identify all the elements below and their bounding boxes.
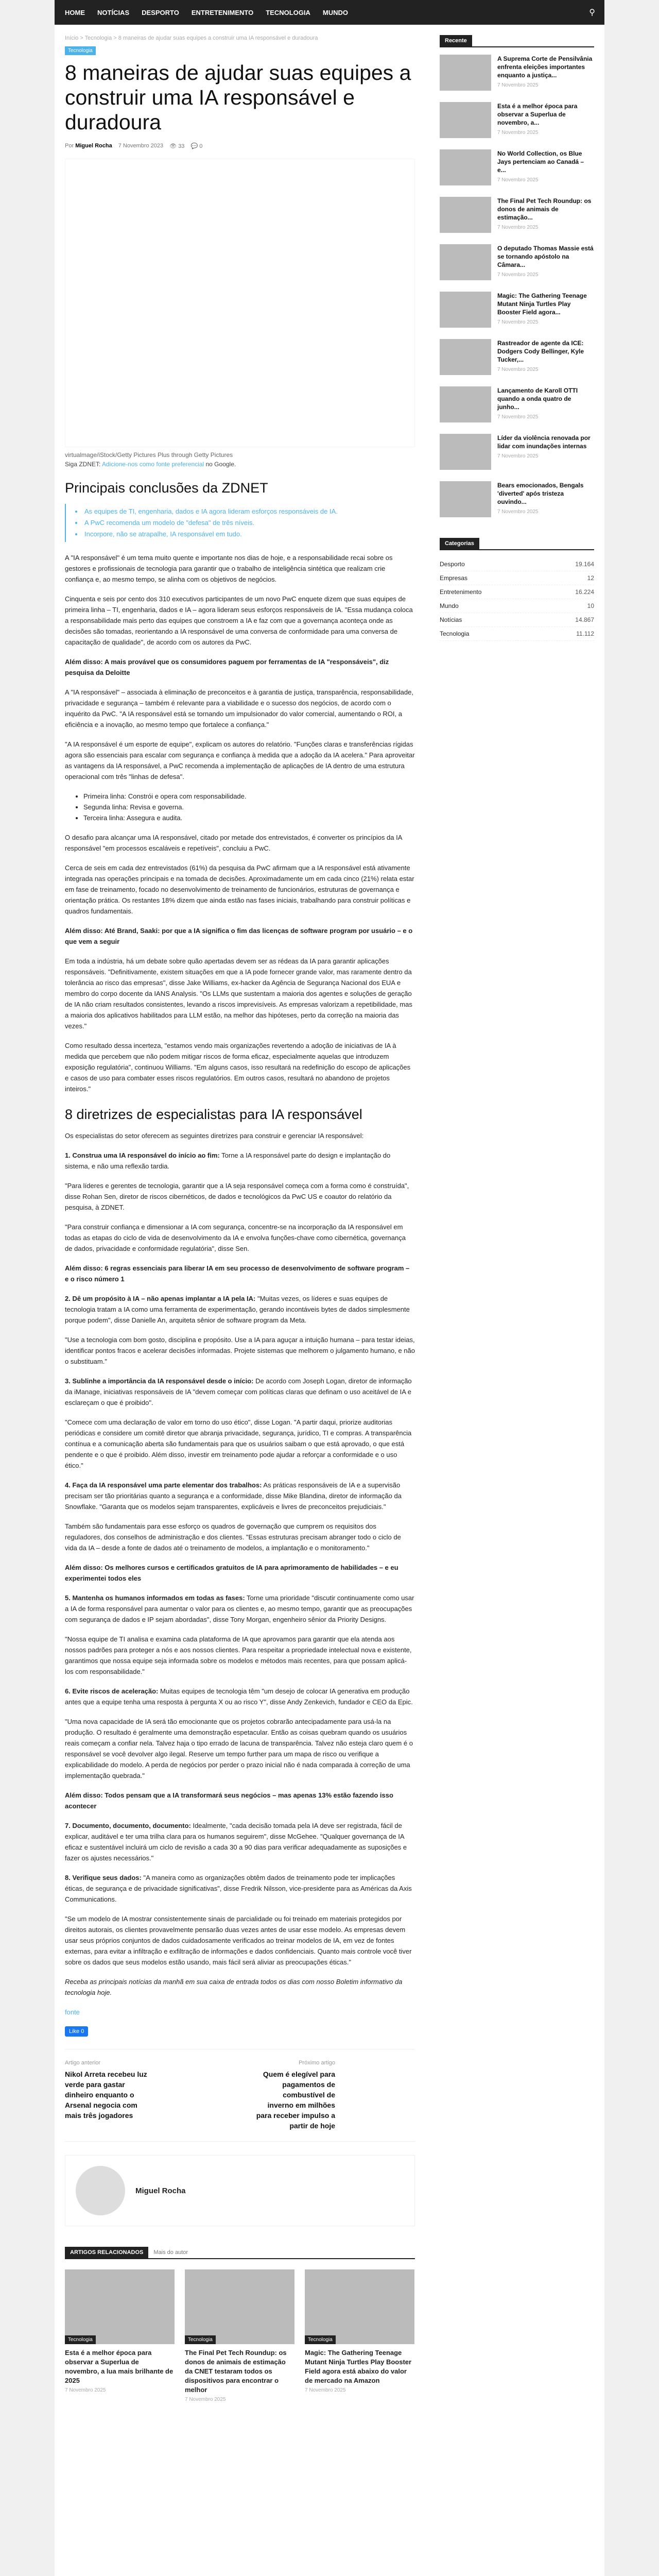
recent-item[interactable] [440,481,594,517]
related-link[interactable]: Além disso: Até Brand, Saaki: por que a IA significa o fim das licenças de software program por usuário – e o que vem a seguir [65,927,413,945]
follow-label: Siga ZDNET: [65,461,101,468]
recent-thumbnail[interactable] [440,102,491,138]
guideline-paragraph [65,1263,415,1284]
list-item: • Terceira linha: Assegura e audita. [83,812,415,823]
recent-item[interactable] [440,102,594,138]
main-nav [55,0,604,25]
more-from-author[interactable]: Mais do autor [153,2249,188,2256]
recent-item[interactable] [440,386,594,422]
prev-title[interactable]: Nikol Arreta recebeu luz verde para gastar dinheiro enquanto o Arsenal negocia com mais três jogadores [65,2070,147,2120]
newsletter-paragraph: Receba as principais notícias da manhã em sua caixa de entrada todos os dias com nosso Boletim informativo da tecnologia hoje. [65,1978,403,1996]
guideline-text: "Para construir confiança e dimensionar a IA com segurança, concentre-se na incorporação da IA responsável em todas as etapas do ciclo de vida de desenvolvimento da IA e envolva funções-chave como cibernética, governança de dados, privacidade e conformidade regulatória", disse Sen. [65,1223,406,1252]
guideline-heading: 8. Verifique seus dados: [65,1874,142,1882]
recent-thumbnail[interactable] [440,339,491,375]
guideline-paragraph [65,1872,415,1905]
paragraph: Os especialistas do setor oferecem as seguintes diretrizes para construir e gerenciar IA responsável: [65,1132,364,1140]
recent-date: 7 Novembro 2025 [497,453,539,459]
post-navigation [65,2049,415,2142]
guideline-text: Torne a IA responsável parte do design e implantação do sistema, e não uma reflexão tardia. [65,1151,391,1170]
list-item: • As equipes de TI, engenharia, dados e IA agora lideram esforços responsáveis de IA. [75,506,415,517]
recent-date: 7 Novembro 2025 [497,177,539,183]
guideline-text: Muitas equipes de tecnologia têm "um desejo de colocar IA generativa em produção antes que a equipe tenha uma resposta à pergunta X ou ao risco Y", disse Andy Zenkevich, fundador e CEO da Epic. [65,1687,413,1706]
comments-count[interactable]: 💬 0 [190,143,203,149]
nav-desporto[interactable]: DESPORTO [142,8,179,16]
recent-title-text[interactable]: Líder da violência renovada por lidar com inundações internas [497,434,591,450]
prev-label: Artigo anterior [65,2060,101,2066]
related-card-date: 7 Novembro 2025 [65,2387,106,2393]
recent-date: 7 Novembro 2025 [497,367,539,372]
category-count: 11.112 [576,630,594,637]
conclusions-title: Principais conclusões da ZDNET [65,480,268,496]
guideline-paragraph [65,1686,415,1707]
category-count: 16.224 [575,588,594,596]
categories-widget [440,538,594,641]
guideline-text: "Nossa equipe de TI analisa e examina cada plataforma de IA que aprovamos para garantir que ela atenda aos nossos padrões para proteger a nós e aos nossos clientes. Para respeitar a propriedade intelectual nova e existente, garantimos que nossa equipe seja informada sobre os modelos e métodos mais recentes, para que possam aplicá-los com responsabilidade." [65,1635,412,1675]
recent-thumbnail[interactable] [440,481,491,517]
guideline-paragraph [65,1222,415,1254]
guideline-heading[interactable]: Além disso: Todos pensam que a IA transformará seus negócios – mas apenas 13% estão fazendo isso acontecer [65,1791,393,1810]
recent-title-text[interactable]: Esta é a melhor época para observar a Superlua de novembro, a... [497,103,578,126]
category-item[interactable] [440,613,594,627]
guideline-paragraph [65,1376,415,1408]
category-name[interactable]: Desporto [440,561,465,568]
recent-date: 7 Novembro 2025 [497,82,539,88]
guideline-text: Torne uma prioridade "discutir continuamente como usar a IA de forma responsável para aumentar o valor para os clientes e, ao mesmo tempo, garantir que as preocupações com segurança de dados e IP sejam abordadas", disse Tony Morgan, engenheiro sênior da Priority Designs. [65,1594,414,1623]
paragraph: Cerca de seis em cada dez entrevistados (61%) da pesquisa da PwC afirmam que a IA responsável está ativamente integrada nas operações principais e na tomada de decisões. Aproximadamente um em cada cinco (21%) relata estar em fase de treinamento, focado no desenvolvimento de treinamento de funcionários, estruturas de governança e orientação prática. Os restantes 18% dizem que ainda estão nas fases iniciais, trabalhando para construir políticas e quadros fundamentais. [65,864,414,915]
follow-end: no Google. [205,461,236,468]
nav-entretenimento[interactable]: ENTRETENIMENTO [191,8,254,16]
guidelines-list [65,1150,415,1968]
category-item[interactable] [440,571,594,585]
related-thumbnail[interactable]: Tecnologia [185,2269,294,2344]
categories-title: Categorias [440,538,479,549]
list-item: • Segunda linha: Revisa e governa. [83,802,415,812]
guideline-text: "A maneira como as organizações obtêm dados de treinamento pode ter implicações éticas, de segurança e de privacidade significativas", disse Fredrik Nilsson, vice-presidente para as Américas da Axis Communications. [65,1874,412,1903]
related-card-date: 7 Novembro 2025 [185,2397,226,2402]
recent-header [440,35,594,47]
guideline-text: Também são fundamentais para esse esforço os quadros de governação que cumprem os requisitos dos reguladores, dos conselhos de administração e dos clientes. "Essas estruturas precisam abranger todo o ciclo de vida da IA – desde a fonte de dados até o treinamento de modelos, a implantação e o monitoramento." [65,1522,401,1552]
category-item[interactable] [440,557,594,571]
category-count: 10 [587,602,594,609]
recent-title-text[interactable]: The Final Pet Tech Roundup: os donos de animais de estimação... [497,197,592,221]
recent-item[interactable] [440,55,594,91]
recent-item[interactable] [440,197,594,233]
recent-title-text[interactable]: Bears emocionados, Bengals 'diverted' após tristeza ouvindo... [497,482,584,505]
category-name[interactable]: Entretenimento [440,588,482,596]
guideline-paragraph [65,1293,415,1326]
guideline-text: "Se um modelo de IA mostrar consistentemente sinais de parcialidade ou foi treinado em materiais protegidos por direitos autorais, os clientes provavelmente pensarão duas vezes antes de usar esse modelo. As empresas devem usar seus próprios conjuntos de dados cuidadosamente verificados ao treinar modelos de IA, em vez de fontes externas, para evitar a infiltração e exfiltração de informações e dados confidenciais. Quanto mais controle você tiver sobre os dados que seus modelos estão usando, mais fácil será aliviar as preocupações éticas." [65,1915,412,1966]
guideline-heading: 5. Mantenha os humanos informados em todas as fases: [65,1594,245,1602]
article-meta [65,143,415,149]
image-caption: virtualmage/iStock/Getty Pictures Plus through Getty Pictures [65,451,233,459]
nav-home[interactable]: HOME [65,8,85,16]
guideline-heading: 7. Documento, documento, documento: [65,1822,191,1829]
guideline-paragraph [65,1634,415,1677]
guideline-text: As práticas responsáveis de IA e a supervisão precisam ser tão prioritárias quanto a segurança e a conformidade, disse Mike Blandina, diretor de informação da Snowflake. "Garanta que os modelos sejam transparentes, explicáveis e livres de preconceitos prejudiciais." [65,1481,402,1511]
paragraph: "A IA responsável é um esporte de equipe", explicam os autores do relatório. "Funções claras e transferências rígidas agora são essenciais para escalar com segurança e confiança à medida que a adoção da IA acelera." Para aproveitar as vantagens da IA responsável, a PwC recomenda a implementação de aplicações de IA dentro de uma estrutura operacional com três "linhas de defesa". [65,740,415,781]
guideline-text: "Para líderes e gerentes de tecnologia, garantir que a IA seja responsável começa com a forma como é construída", disse Rohan Sen, diretor de riscos cibernéticos, de dados e tecnológicos da PwC US e coautor do relatório da pesquisa, à ZDNET. [65,1182,409,1211]
recent-item[interactable] [440,149,594,185]
category-item[interactable] [440,627,594,641]
guideline-paragraph [65,1180,415,1213]
categories-list [440,557,594,641]
guideline-heading: 3. Sublinhe a importância da IA responsável desde o início: [65,1377,254,1385]
guideline-paragraph [65,1562,415,1584]
recent-thumbnail[interactable] [440,149,491,185]
list-item: • Incorpore, não se atrapalhe, IA responsável em tudo. [75,529,415,540]
related-card[interactable] [185,2269,294,2402]
guideline-heading: 4. Faça da IA responsável uma parte elementar dos trabalhos: [65,1481,262,1489]
guideline-heading: 2. Dê um propósito à IA – não apenas implantar a IA pela IA: [65,1295,256,1302]
recent-thumbnail[interactable] [440,244,491,280]
recent-date: 7 Novembro 2025 [497,225,539,230]
recent-title-text[interactable]: No World Collection, os Blue Jays pertenciam ao Canadá – e... [497,150,584,174]
category-count: 12 [587,574,594,582]
sidebar [440,35,594,2433]
avatar [76,2166,125,2215]
paragraph: A "IA responsável" é um tema muito quente e importante nos dias de hoje, e a responsabilidade recai sobre os gestores e profissionais de tecnologia para garantir que o trabalho de inteligência sintética que realizam crie confiança e, ao mesmo tempo, se alinha com os objetivos de negócios. [65,554,393,583]
recent-title-text[interactable]: A Suprema Corte de Pensilvânia enfrenta eleições importantes enquanto a justiça... [497,55,593,79]
guideline-text: De acordo com Joseph Logan, diretor de informação da iManage, iniciativas responsáveis de IA "devem começar com políticas claras que definam o uso aceitável de IA e esclareçam o que é proibido". [65,1377,412,1406]
recent-title-text[interactable]: O deputado Thomas Massie está se tornando apóstolo na Câmara... [497,245,594,268]
hero-image [65,159,415,447]
related-card-title[interactable]: Magic: The Gathering Teenage Mutant Ninja Turtles Play Booster Field agora está abaixo do valor de mercado na Amazon [305,2349,412,2384]
recent-thumbnail[interactable] [440,197,491,233]
category-name[interactable]: Empresas [440,574,468,582]
recent-date: 7 Novembro 2025 [497,414,539,420]
views-count: 👁 33 [169,143,185,149]
recent-title: Recente [440,35,472,46]
guideline-paragraph [65,1334,415,1367]
guideline-heading[interactable]: Além disso: 6 regras essenciais para liberar IA em seu processo de desenvolvimento de software program – e o risco número 1 [65,1264,410,1283]
paragraph: A "IA responsável" – associada à eliminação de preconceitos e à garantia de justiça, transparência, responsabilidade, privacidade e segurança – também é relevante para a viabilidade e o sucesso dos negócios, de acordo com o inquérito da PwC. "A IA responsável está se tornando um impulsionador do valor comercial, aumentando o ROI, a eficiência e a inovação, ao mesmo tempo que fortalece a confiança." [65,688,413,728]
guideline-paragraph [65,1592,415,1625]
paragraph: Como resultado dessa incerteza, "estamos vendo mais organizações revertendo a adoção de iniciativas de IA à medida que percebem que não podem mitigar riscos de forma eficaz, especialmente aquelas que introduzem exposição regulatória", continuou Williams. "Em alguns casos, isso resultará na redefinição do escopo de aplicações e casos de uso para combater esses riscos regulatórios. Em outros casos, resultará no abandono de projetos inteiros." [65,1042,411,1093]
like-button[interactable]: Like 0 [65,2026,88,2037]
related-card[interactable] [305,2269,414,2402]
recent-date: 7 Novembro 2025 [497,130,539,135]
related-card-title[interactable]: Esta é a melhor época para observar a Superlua de novembro, a lua mais brilhante de 2025 [65,2349,174,2384]
list-item: • Primeira linha: Constrói e opera com responsabilidade. [83,791,415,802]
page [55,0,604,2576]
article [65,35,415,2433]
author-box-name[interactable]: Miguel Rocha [135,2186,186,2195]
related-link[interactable]: Além disso: A mais provável que os consumidores paguem por ferramentas de IA "responsáveis", diz pesquisa da Deloitte [65,658,389,676]
guideline-text: "Use a tecnologia com bom gosto, disciplina e propósito. Use a IA para aguçar a intuição humana – para testar ideias, identificar pontos fracos e acelerar decisões informadas. Projete sistemas que melhorem o julgamento humano, e não o substituam." [65,1336,415,1365]
category-count: 19.164 [575,561,594,568]
guideline-heading: 6. Evite riscos de aceleração: [65,1687,159,1695]
conclusions-list [65,504,415,542]
guideline-paragraph [65,1790,415,1811]
recent-thumbnail[interactable] [440,386,491,422]
category-name[interactable]: Tecnologia [440,630,470,637]
related-list [65,2269,415,2402]
guideline-paragraph [65,1913,415,1968]
recent-date: 7 Novembro 2025 [497,509,539,515]
guideline-paragraph [65,1716,415,1781]
category-item[interactable] [440,585,594,599]
recent-item[interactable] [440,244,594,280]
guideline-paragraph [65,1820,415,1863]
guideline-text: "Uma nova capacidade de IA será tão emocionante que os projetos cobrarão antecipadamente para usá-la na produção. O resultado é geralmente uma demonstração espetacular. Então as coisas quebram quando os usuários reais começam a confiar nela. Talvez haja o tipo errado de lacuna de transparência. Talvez não esteja claro quem é o responsável se você devolver algo ilegal. Reserve um tempo further para um mapa de risco ou verifique a explicabilidade do modelo. A perda de negócios por perder o prazo inicial não é nada comparada à correção de uma implementação quebrada." [65,1718,413,1780]
defense-lines-list [83,791,415,823]
next-post[interactable] [240,2060,415,2131]
related-card-date: 7 Novembro 2025 [305,2387,346,2393]
related-card[interactable] [65,2269,175,2402]
article-title: 8 maneiras de ajudar suas equipes a construir uma IA responsável e duradoura [65,61,411,134]
recent-thumbnail[interactable] [440,292,491,328]
source-link[interactable]: fonte [65,2008,80,2016]
related-card-title[interactable]: The Final Pet Tech Roundup: os donos de animais de estimação da CNET testaram todos os dispositivos para encontrar o melhor [185,2349,287,2394]
paragraph: Cinquenta e seis por cento dos 310 executivos participantes de um novo PwC enquete dizem que suas equipes de primeira linha – TI, engenharia, dados e IA – agora lideram seus esforços responsáveis de IA. "Essa mudança coloca a responsabilidade mais perto das equipes que constroem a IA e faz com que a governança aconteça onde as decisões são tomadas, reorientando a IA responsável de uma conversa de conformidade para uma conversa de capacitação de qualidade", de acordo com os autores da PwC. [65,595,413,646]
recent-item[interactable] [440,434,594,470]
guideline-text: Idealmente, "cada decisão tomada pela IA deve ser registrada, fácil de explicar, auditável e ter uma trilha clara para os humanos seguirem", disse McGehee. "Qualquer governança de IA eficaz e sustentável incluirá um ciclo de revisão a cada 30 a 90 dias para verificar adequadamente as suposições e fazer os ajustes necessários." [65,1822,407,1862]
recent-title-text[interactable]: Lançamento de Karoll OTTI quando a onda quatro de junho... [497,387,578,411]
search-icon[interactable]: ⚲ [589,8,595,17]
recent-title-text[interactable]: Rastreador de agente da ICE: Dodgers Cody Bellinger, Kyle Tucker,... [497,340,584,363]
recent-date: 7 Novembro 2025 [497,319,539,325]
author-box [65,2155,415,2226]
recent-item[interactable] [440,292,594,328]
author-name[interactable]: Miguel Rocha [75,143,112,149]
breadcrumb: Início > Tecnologia > 8 maneiras de ajudar suas equipes a construir uma IA responsável e duradoura [65,35,318,41]
guideline-heading: 1. Construa uma IA responsável do início ao fim: [65,1151,220,1159]
recent-date: 7 Novembro 2025 [497,272,539,278]
author-line: Por Miguel Rocha [65,143,112,149]
nav-tecnologia[interactable]: TECNOLOGIA [266,8,310,16]
nav-noticias[interactable]: NOTÍCIAS [97,8,130,16]
recent-title-text[interactable]: Magic: The Gathering Teenage Mutant Ninja Turtles Play Booster Field agora... [497,292,587,316]
guideline-paragraph [65,1150,415,1172]
article-date: 7 Novembro 2023 [118,143,164,149]
next-label: Próximo artigo [299,2060,335,2066]
category-name[interactable]: Notícias [440,616,462,623]
follow-line [65,461,415,468]
recent-thumbnail[interactable] [440,55,491,91]
prev-post[interactable] [65,2060,240,2131]
category-badge[interactable]: Tecnologia [65,46,96,55]
recent-item[interactable] [440,339,594,375]
category-count: 14.867 [575,616,594,623]
guideline-paragraph [65,1480,415,1512]
related-thumbnail[interactable]: Tecnologia [305,2269,414,2344]
guideline-paragraph [65,1521,415,1553]
guideline-paragraph [65,1417,415,1471]
share-bar [65,2026,415,2037]
guideline-text: "Muitas vezes, os líderes e suas equipes de tecnologia tratam a IA como uma ferramenta de experimentação, gerando incontáveis bytes de dados simplesmente porque podem", disse Danielle An, arquiteta sênior de software program da Meta. [65,1295,410,1324]
category-name[interactable]: Mundo [440,602,459,609]
paragraph: O desafio para alcançar uma IA responsável, citado por metade dos entrevistados, é converter os princípios da IA responsável "em processos escaláveis e repetíveis", concluiu a PwC. [65,834,402,852]
related-header [65,2247,415,2259]
recent-thumbnail[interactable] [440,434,491,470]
section-title: 8 diretrizes de especialistas para IA responsável [65,1107,362,1122]
nav-mundo[interactable]: MUNDO [322,8,349,16]
related-title[interactable]: ARTIGOS RELACIONADOS [65,2247,148,2258]
category-item[interactable] [440,599,594,613]
related-thumbnail[interactable]: Tecnologia [65,2269,175,2344]
preferred-source-link[interactable]: Adicione-nos como fonte preferencial [102,461,204,468]
next-title[interactable]: Quem é elegível para pagamentos de combustível de inverno em milhões para receber impulso a partir de hoje [256,2070,335,2130]
paragraph: Em toda a indústria, há um debate sobre quão apertadas devem ser as rédeas da IA para garantir aplicações responsáveis. "Definitivamente, existem situações em que a IA pode fornecer grande valor, mas raramente dentro da tolerância ao risco das empresas", disse Jake Williams, ex-hacker da Agência de Segurança Nacional dos EUA e membro do corpo docente da IANS Analysis. "Os LLMs que sustentam a maioria dos agentes e soluções de geração de IA não criam resultados consistentes, levando a riscos imprevisíveis. As empresas valorizam a repetibilidade, mas a maioria dos aplicativos habilitados para LLM estão, na melhor das hipóteses, perto da correção na maioria das vezes." [65,957,412,1030]
list-item: • A PwC recomenda um modelo de "defesa" de três níveis. [75,517,415,529]
recent-list [440,55,594,517]
guideline-heading[interactable]: Além disso: Os melhores cursos e certificados gratuitos de IA para aprimoramento de habilidades – e eu experimentei todos eles [65,1564,398,1582]
guideline-text: "Comece com uma declaração de valor em torno do uso ético", disse Logan. "A partir daqui, priorize auditorias periódicas e considere um comitê diretor que abranja privacidade, segurança, jurídico, TI e compras. A transparência contínua e a comunicação aberta são fundamentais para que os usuários saibam o que está aprovado, o que está pendente e o que é proibido. Além disso, investir em treinamento pode ajudar a reforçar a conformidade e o uso ético." [65,1418,412,1469]
